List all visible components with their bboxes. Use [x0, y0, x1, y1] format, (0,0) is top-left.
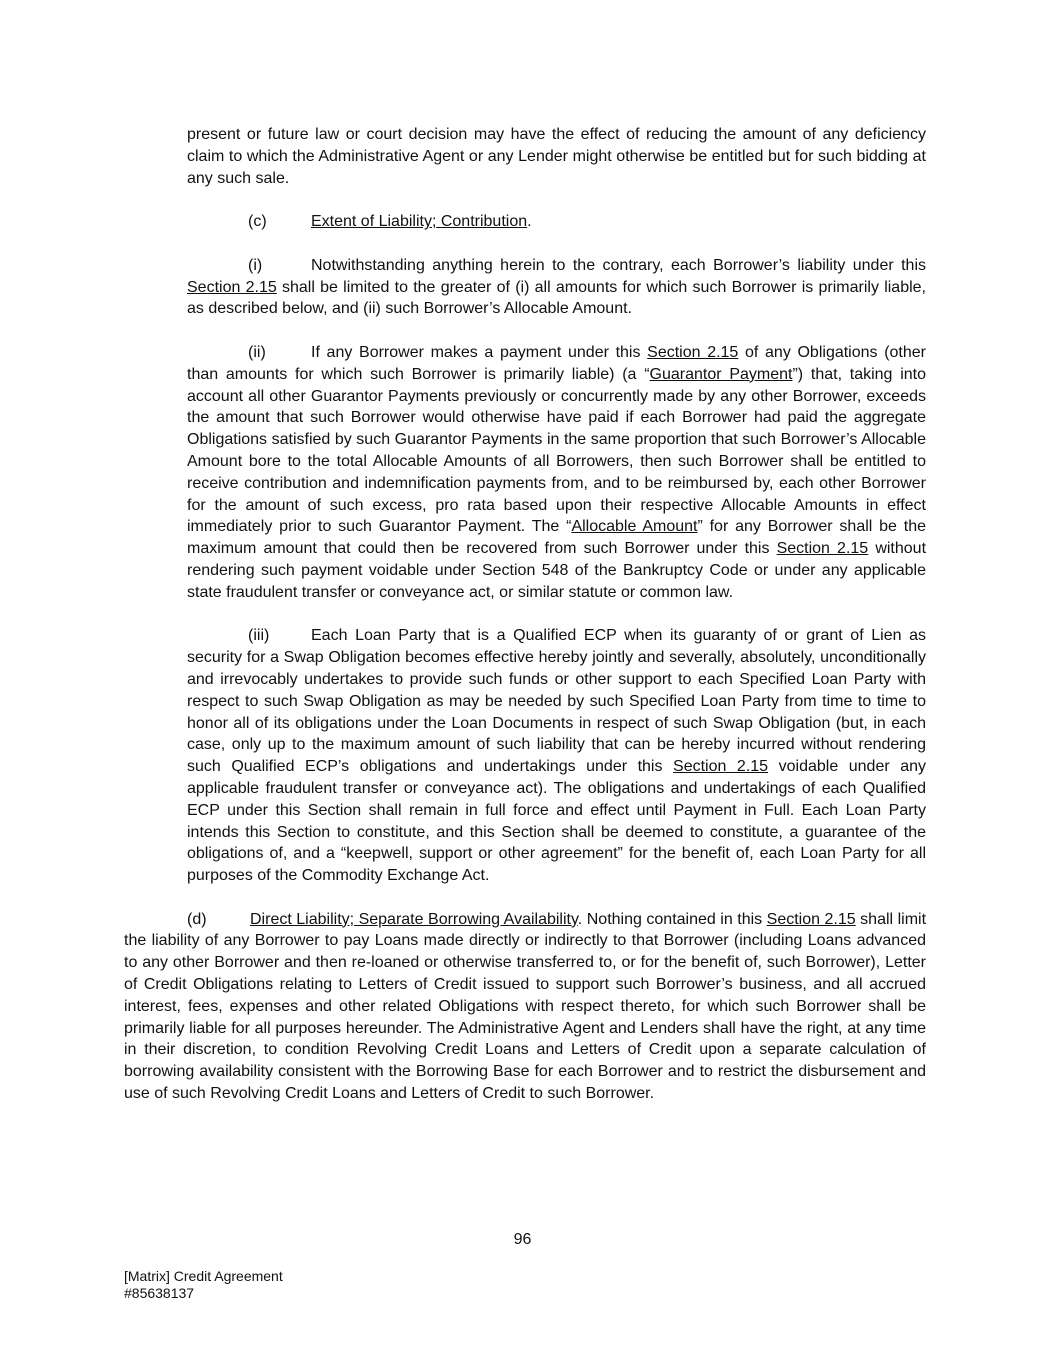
text: .	[527, 213, 532, 231]
section-reference-link[interactable]: Section 2.15	[673, 758, 769, 776]
section-heading: Direct Liability; Separate Borrowing Availability	[250, 910, 578, 928]
text: shall limit the liability of any Borrower to pay Loans made directly or indirectly to that Borrower (including Loans advanced to any other Borrower and then re-loaned or otherwise transferred to, or for the benefit of, such Borrower), Letter of Credit Obligations relating to Letters of Credit issued to support such Borrower’s business, and all accrued interest, fees, expenses and other related Obligations with respect thereto, for which such Borrower shall be primarily liable for all purposes hereunder. The Administrative Agent and Lenders shall have the right, at any time in their discretion, to condition Revolving Credit Loans and Letters of Credit upon a separate calculation of borrowing availability consistent with the Borrowing Base for each Borrower and to restrict the disbursement and use of such Revolving Credit Loans and Letters of Credit to such Borrower.	[124, 910, 927, 1103]
paragraph-continuation: present or future law or court decision may have the effect of reducing the amount of any deficiency claim to which the Administrative Agent or any Lender might otherwise be entitled but for such bidding at any such sale.	[187, 126, 926, 187]
text: If any Borrower makes a payment under this	[311, 343, 648, 361]
page-number: 96	[513, 1231, 532, 1248]
defined-term: Guarantor Payment	[649, 365, 793, 383]
text: . Nothing contained in this	[577, 910, 767, 928]
footer-document-title: [Matrix] Credit Agreement	[124, 1268, 283, 1284]
text: ”) that, taking into account all other Guarantor Payments previously or concurrently made by any other Borrower, exceeds the amount that such Borrower would otherwise have paid if each Borrower had paid the aggregate Obligations satisfied by such Guarantor Payments in the same proportion that such Borrower’s Allocable Amount bore to the total Allocable Amounts of all Borrowers, then such Borrower shall be entitled to receive contribution and indemnification payments from, and to be reimbursed by, each other Borrower for the amount of such excess, pro rata based upon their respective Allocable Amounts in effect immediately prior to such Guarantor Payment. The “	[187, 365, 926, 536]
text: without rendering such payment voidable under Section 548 of the Bankruptcy Code or under any applicable state fraudulent transfer or conveyance act, or similar statute or common law.	[187, 540, 927, 601]
section-label: (c)	[248, 213, 267, 231]
section-label: (d)	[187, 910, 207, 928]
text: shall be limited to the greater of (i) all amounts for which such Borrower is primarily liable, as described below, and (ii) such Borrower’s Allocable Amount.	[187, 278, 926, 318]
section-reference-link[interactable]: Section 2.15	[766, 910, 856, 928]
text: Notwithstanding anything herein to the contrary, each Borrower’s liability under this	[311, 256, 926, 274]
section-reference-link[interactable]: Section 2.15	[647, 343, 739, 361]
defined-term: Allocable Amount	[571, 518, 698, 536]
paragraph-d	[124, 909, 926, 1105]
paragraph-c-ii	[187, 342, 926, 604]
section-label: (i)	[248, 256, 263, 274]
section-reference-link[interactable]: Section 2.15	[776, 540, 869, 558]
paragraph-c-i	[187, 255, 926, 320]
section-c-heading	[187, 211, 926, 233]
footer	[124, 1268, 283, 1302]
text: of any Obligations (other than amounts for which such Borrower is primarily liable) (a “	[187, 343, 927, 383]
section-label: (iii)	[248, 627, 270, 645]
text: Each Loan Party that is a Qualified ECP when its guaranty of or grant of Lien as security for a Swap Obligation becomes effective hereby jointly and severally, absolutely, unconditionally and irrevocably undertakes to provide such funds or other support to each Specified Loan Party with respect to such Swap Obligation as may be needed by such Specified Loan Party from time to time to honor all of its obligations under the Loan Documents in respect of such Swap Obligation (but, in each case, only up to the maximum amount of such liability that can be hereby incurred without rendering such Qualified ECP’s obligations and undertakings under this	[187, 627, 926, 776]
document-body	[124, 124, 926, 1127]
section-reference-link[interactable]: Section 2.15	[187, 278, 277, 296]
footer-document-id: #85638137	[124, 1285, 195, 1301]
text: ” for any Borrower shall be the maximum amount that could then be recovered from such Borrower under this	[187, 518, 927, 558]
text: voidable under any applicable fraudulent transfer or conveyance act). The obligations and undertakings of each Qualified ECP under this Section shall remain in full force and effect until Payment in Full. Each Loan Party intends this Section to constitute, and this Section shall be deemed to constitute, a guarantee of the obligations of, and a “keepwell, support or other agreement” for the benefit of, each Loan Party for all purposes of the Commodity Exchange Act.	[187, 758, 927, 885]
section-heading: Extent of Liability; Contribution	[311, 213, 528, 231]
paragraph-c-iii	[187, 625, 926, 887]
section-label: (ii)	[248, 343, 266, 361]
